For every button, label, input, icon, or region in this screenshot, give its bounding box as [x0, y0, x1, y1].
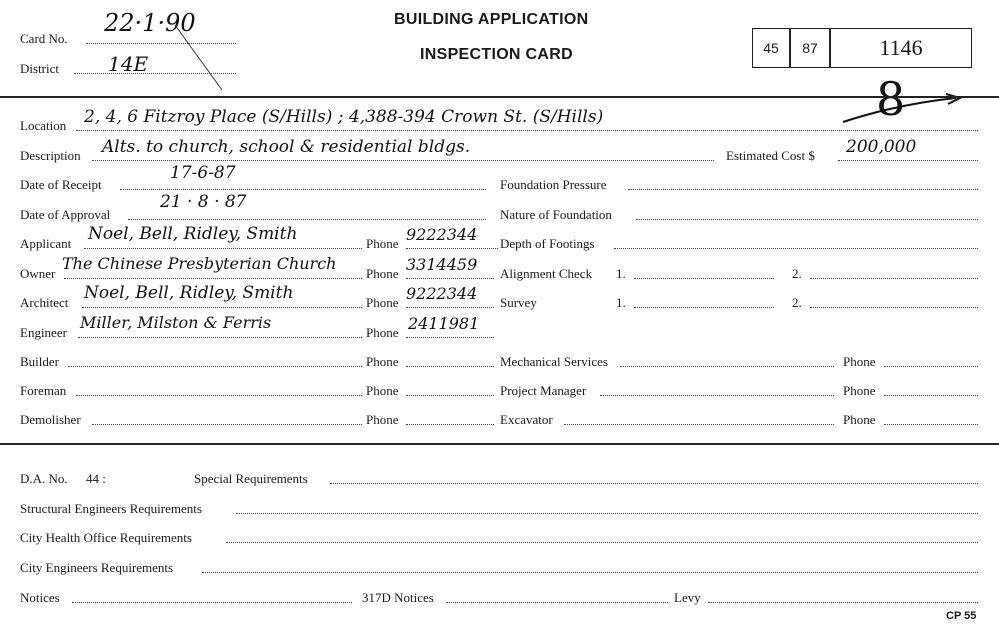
project-manager-line	[600, 383, 834, 396]
middle-rule	[0, 443, 999, 445]
owner-value: The Chinese Presbyterian Church	[62, 254, 337, 273]
card-number-box: 1146	[830, 28, 972, 68]
alignment-num1: 1.	[616, 266, 626, 281]
engineer-value: Miller, Milston & Ferris	[80, 313, 272, 332]
owner-phone-value: 3314459	[406, 255, 478, 274]
location-value: 2, 4, 6 Fitzroy Place (S/Hills) ; 4,388-394 Crown St. (S/Hills)	[84, 107, 604, 127]
handwritten-eight: 8	[876, 72, 906, 126]
engineers-requirements-line	[202, 560, 978, 573]
title-line1: BUILDING APPLICATION	[394, 11, 589, 28]
builder-phone-line	[406, 354, 494, 367]
applicant-label: Applicant	[20, 236, 72, 251]
nature-foundation-line	[636, 207, 978, 220]
date-receipt-value: 17-6-87	[170, 163, 236, 183]
date-approval-value: 21 · 8 · 87	[160, 192, 247, 212]
survey-line1	[634, 295, 774, 308]
date-receipt-label: Date of Receipt	[20, 177, 102, 192]
health-requirements-line	[226, 530, 978, 543]
code-box-2: 87	[790, 28, 830, 68]
survey-line2	[810, 295, 978, 308]
project-manager-phone-line	[884, 383, 978, 396]
foreman-line	[76, 383, 362, 396]
excavator-label: Excavator	[500, 412, 553, 427]
mechanical-services-label: Mechanical Services	[500, 354, 608, 369]
survey-label: Survey	[500, 295, 537, 310]
special-requirements-label: Special Requirements	[194, 471, 308, 486]
applicant-phone-value: 9222344	[406, 225, 478, 244]
foreman-label: Foreman	[20, 383, 67, 398]
description-value: Alts. to church, school & residential bldgs.	[102, 137, 471, 157]
depth-footings-label: Depth of Footings	[500, 236, 595, 251]
alignment-line1	[634, 266, 774, 279]
da-no-value: 44 :	[86, 471, 106, 486]
demolisher-phone-label: Phone	[366, 412, 399, 427]
alignment-num2: 2.	[792, 266, 802, 281]
pen-stroke-mark	[170, 20, 230, 95]
district-value: 14E	[108, 52, 149, 76]
engineer-phone-label: Phone	[366, 325, 399, 340]
top-rule	[0, 96, 999, 98]
depth-footings-line	[614, 236, 978, 249]
location-label: Location	[20, 118, 67, 133]
survey-num1: 1.	[616, 295, 626, 310]
mechanical-services-line	[620, 354, 834, 367]
structural-requirements-line	[236, 501, 978, 514]
demolisher-line	[92, 412, 362, 425]
levy-line	[708, 590, 978, 603]
architect-phone-label: Phone	[366, 295, 399, 310]
builder-label: Builder	[20, 354, 59, 369]
levy-label: Levy	[674, 590, 701, 605]
estimated-cost-value: 200,000	[846, 137, 917, 157]
card-no-value: 22·1·90	[104, 9, 196, 37]
notices-317d-line	[446, 590, 668, 603]
engineer-label: Engineer	[20, 325, 67, 340]
foundation-pressure-line	[628, 177, 978, 190]
foundation-pressure-label: Foundation Pressure	[500, 177, 607, 192]
mechanical-phone-label: Phone	[843, 354, 876, 369]
owner-label: Owner	[20, 266, 56, 281]
builder-phone-label: Phone	[366, 354, 399, 369]
alignment-line2	[810, 266, 978, 279]
structural-requirements-label: Structural Engineers Requirements	[20, 501, 202, 516]
code-box-1: 45	[752, 28, 790, 68]
applicant-phone-label: Phone	[366, 236, 399, 251]
form-code: CP 55	[946, 610, 977, 622]
health-requirements-label: City Health Office Requirements	[20, 530, 192, 545]
date-approval-label: Date of Approval	[20, 207, 111, 222]
title-line2: INSPECTION CARD	[420, 46, 573, 63]
da-no-label: D.A. No.	[20, 471, 68, 486]
demolisher-phone-line	[406, 412, 494, 425]
foreman-phone-line	[406, 383, 494, 396]
district-label: District	[20, 61, 59, 76]
architect-label: Architect	[20, 295, 69, 310]
applicant-value: Noel, Bell, Ridley, Smith	[88, 224, 298, 244]
project-manager-phone-label: Phone	[843, 383, 876, 398]
special-requirements-line	[330, 471, 978, 484]
alignment-check-label: Alignment Check	[500, 266, 593, 281]
engineer-phone-value: 2411981	[408, 314, 480, 333]
excavator-phone-line	[884, 412, 978, 425]
estimated-cost-label: Estimated Cost $	[726, 148, 815, 163]
architect-phone-value: 9222344	[406, 284, 478, 303]
mechanical-phone-line	[884, 354, 978, 367]
project-manager-label: Project Manager	[500, 383, 587, 398]
survey-num2: 2.	[792, 295, 802, 310]
nature-foundation-label: Nature of Foundation	[500, 207, 612, 222]
excavator-phone-label: Phone	[843, 412, 876, 427]
notices-317d-label: 317D Notices	[362, 590, 434, 605]
architect-value: Noel, Bell, Ridley, Smith	[84, 283, 294, 303]
foreman-phone-label: Phone	[366, 383, 399, 398]
notices-line	[72, 590, 352, 603]
engineers-requirements-label: City Engineers Requirements	[20, 560, 174, 575]
owner-phone-label: Phone	[366, 266, 399, 281]
demolisher-label: Demolisher	[20, 412, 81, 427]
description-label: Description	[20, 148, 81, 163]
card-no-label: Card No.	[20, 31, 68, 46]
builder-line	[68, 354, 362, 367]
excavator-line	[564, 412, 834, 425]
notices-label: Notices	[20, 590, 60, 605]
